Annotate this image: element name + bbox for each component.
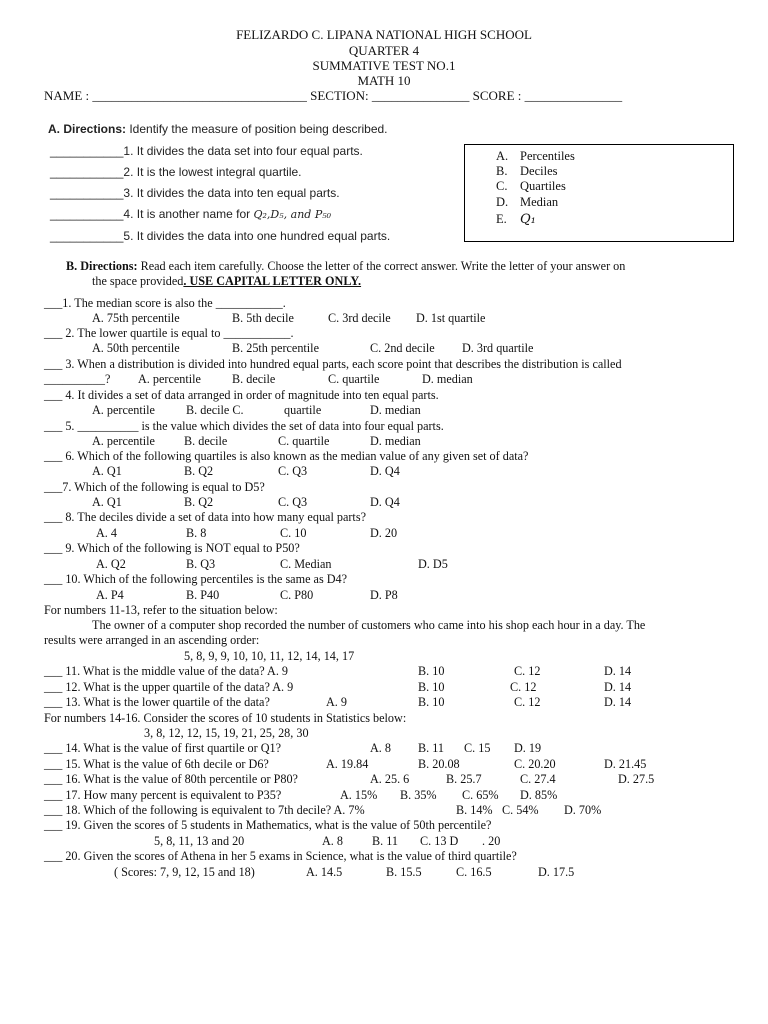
text-line: B. 14% xyxy=(456,803,493,817)
text-line: ___ 18. Which of the following is equivalent to 7th decile? A. 7% xyxy=(44,803,365,817)
text-line: A. 9 xyxy=(326,695,347,709)
text-line: ___7. Which of the following is equal to D5? xyxy=(44,480,265,494)
part-a-item-4-math: Q₂,D₅, and P₅₀ xyxy=(253,208,332,221)
text-line: A. Q1 xyxy=(92,495,122,509)
text-line: B. 8 xyxy=(186,526,207,540)
text-line: B. decile xyxy=(232,372,276,386)
part-b-text: Read each item carefully. Choose the letter of the correct answer. Write the letter of your answer on xyxy=(137,259,626,273)
text-line: B. 25th percentile xyxy=(232,341,319,355)
part-a-label: A. Directions: xyxy=(48,122,127,136)
text-line: For numbers 11-13, refer to the situation below: xyxy=(44,603,278,617)
text-line: ___ 16. What is the value of 80th percentile or P80? xyxy=(44,772,298,786)
text-line: ___1. The median score is also the ___________. xyxy=(44,296,286,310)
text-line: D. 1st quartile xyxy=(416,311,486,325)
text-line: D. 27.5 xyxy=(618,772,655,786)
text-line: C. 27.4 xyxy=(520,772,556,786)
text-line: D. median xyxy=(370,434,421,448)
text-line: 5, 8, 11, 13 and 20 xyxy=(154,834,245,848)
text-line: D. median xyxy=(422,372,473,386)
text-line: C. 12 xyxy=(514,695,541,709)
text-line: ___ 12. What is the upper quartile of the data? A. 9 xyxy=(44,680,294,694)
text-line: B. 10 xyxy=(418,664,445,678)
text-line: A. percentile xyxy=(92,403,155,417)
text-line: B. P40 xyxy=(186,588,220,602)
text-line: B. 20.08 xyxy=(418,757,460,771)
text-line: ___ 4. It divides a set of data arranged in order of magnitude into ten equal parts. xyxy=(44,388,439,402)
text-line: A. 14.5 xyxy=(306,865,343,879)
text-line: C. quartile xyxy=(278,434,330,448)
text-line: C. 12 xyxy=(514,664,541,678)
part-b-directions xyxy=(66,259,625,273)
text-line: A. 15% xyxy=(340,788,378,802)
text-line: B. Q2 xyxy=(184,464,214,478)
text-line: ___ 5. __________ is the value which divides the set of data into four equal parts. xyxy=(44,419,444,433)
part-a-item-3: ___________3. It divides the data into ten equal parts. xyxy=(50,186,340,200)
test-title: SUMMATIVE TEST NO.1 xyxy=(312,58,456,73)
text-line: A. 4 xyxy=(96,526,117,540)
text-line: A. 8 xyxy=(322,834,343,848)
text-line: D. 19 xyxy=(514,741,542,755)
text-line: quartile xyxy=(284,403,322,417)
text-line: B. 15.5 xyxy=(386,865,422,879)
text-line: D. 14 xyxy=(604,680,632,694)
text-line: D. 14 xyxy=(604,664,632,678)
part-a-text: Identify the measure of position being described. xyxy=(126,122,388,136)
text-line: D. P8 xyxy=(370,588,398,602)
text-line: B. 11 xyxy=(372,834,398,848)
text-line: A. 75th percentile xyxy=(92,311,180,325)
text-line: C. P80 xyxy=(280,588,314,602)
text-line: A. Q2 xyxy=(96,557,126,571)
text-line: A. 19.84 xyxy=(326,757,369,771)
text-line: C. quartile xyxy=(328,372,380,386)
text-line: D. 14 xyxy=(604,695,632,709)
part-b-directions-line2: the space provided. USE CAPITAL LETTER ONLY. xyxy=(92,274,362,288)
text-line: A. 50th percentile xyxy=(92,341,180,355)
text-line: ___ 20. Given the scores of Athena in her 5 exams in Science, what is the value of third quartile? xyxy=(44,849,517,863)
text-line: ( Scores: 7, 9, 12, 15 and 18) xyxy=(114,865,255,879)
choice-d: D. Median xyxy=(496,195,559,209)
text-line: ___ 9. Which of the following is NOT equal to P50? xyxy=(44,541,300,555)
text-line: D. 17.5 xyxy=(538,865,575,879)
text-line: D. Q4 xyxy=(370,495,400,509)
text-line: D. median xyxy=(370,403,421,417)
text-line: ___ 2. The lower quartile is equal to ___________. xyxy=(44,326,294,340)
text-line: ___ 13. What is the lower quartile of the data? xyxy=(44,695,270,709)
part-a-item-2: ___________2. It is the lowest integral quartile. xyxy=(50,165,302,179)
text-line: A. Q1 xyxy=(92,464,122,478)
text-line: D. Q4 xyxy=(370,464,400,478)
text-line: __________? xyxy=(44,372,111,386)
part-a-directions xyxy=(48,122,388,136)
choice-e: E. Q₁ xyxy=(496,212,536,227)
text-line: 5, 8, 9, 9, 10, 10, 11, 12, 14, 14, 17 xyxy=(184,649,355,663)
text-line: C. 54% xyxy=(502,803,539,817)
text-line: C. 65% xyxy=(462,788,499,802)
text-line: D. 21.45 xyxy=(604,757,647,771)
text-line: ___ 14. What is the value of first quartile or Q1? xyxy=(44,741,282,755)
text-line: The owner of a computer shop recorded the number of customers who came into his shop each hour in a day. The xyxy=(92,618,646,632)
part-a-item-4 xyxy=(50,207,331,222)
text-line: C. 2nd decile xyxy=(370,341,435,355)
text-line: C. 15 xyxy=(464,741,491,755)
text-line: B. Q3 xyxy=(186,557,216,571)
text-line: ___ 10. Which of the following percentiles is the same as D4? xyxy=(44,572,348,586)
text-line: ___ 6. Which of the following quartiles is also known as the median value of any given set of data? xyxy=(44,449,529,463)
text-line: ___ 3. When a distribution is divided into hundred equal parts, each score point that describes the distribution is called xyxy=(44,357,622,371)
part-a-item-1: ___________1. It divides the data set into four equal parts. xyxy=(50,144,363,158)
text-line: A. 25. 6 xyxy=(370,772,410,786)
text-line: results were arranged in an ascending order: xyxy=(44,633,260,647)
part-b-label: B. Directions: xyxy=(66,259,138,273)
text-line: D. 20 xyxy=(370,526,398,540)
text-line: C. 20.20 xyxy=(514,757,556,771)
text-line: C. 16.5 xyxy=(456,865,492,879)
text-line: C. Q3 xyxy=(278,464,308,478)
capital-letter-note: . USE CAPITAL LETTER ONLY. xyxy=(183,274,362,288)
choice-b: B. Deciles xyxy=(496,164,558,178)
text-line: B. 35% xyxy=(400,788,437,802)
text-line: ___ 15. What is the value of 6th decile or D6? xyxy=(44,757,269,771)
text-line: C. 13 D xyxy=(420,834,459,848)
choice-c: C. Quartiles xyxy=(496,179,566,193)
text-line: A. 8 xyxy=(370,741,391,755)
text-line: C. 10 xyxy=(280,526,307,540)
text-line: D. 70% xyxy=(564,803,602,817)
text-line: B. Q2 xyxy=(184,495,214,509)
text-line: For numbers 14-16. Consider the scores of 10 students in Statistics below: xyxy=(44,711,407,725)
text-line: B. decile C. xyxy=(186,403,244,417)
school-name: FELIZARDO C. LIPANA NATIONAL HIGH SCHOOL xyxy=(236,27,532,42)
text-line: ___ 11. What is the middle value of the data? A. 9 xyxy=(44,664,289,678)
text-line: B. 25.7 xyxy=(446,772,482,786)
text-line: D. 3rd quartile xyxy=(462,341,534,355)
part-a-item-4-text: ___________4. It is another name for xyxy=(50,207,251,221)
text-line: B. 10 xyxy=(418,695,445,709)
choice-a: A. Percentiles xyxy=(496,149,575,163)
quarter-label: QUARTER 4 xyxy=(348,43,420,58)
text-line: 3, 8, 12, 12, 15, 19, 21, 25, 28, 30 xyxy=(144,726,309,740)
part-a-item-5: ___________5. It divides the data into one hundred equal parts. xyxy=(50,229,391,243)
text-line: B. 5th decile xyxy=(232,311,294,325)
name-section-score-line: NAME : _________________________________ SECTION: _______________ SCORE : _______________ xyxy=(44,88,623,103)
text-line: ___ 8. The deciles divide a set of data into how many equal parts? xyxy=(44,510,366,524)
text-line: A. P4 xyxy=(96,588,124,602)
text-line: B. 10 xyxy=(418,680,445,694)
text-line: C. Median xyxy=(280,557,332,571)
text-line: A. percentile xyxy=(138,372,201,386)
subject-label: MATH 10 xyxy=(357,73,411,88)
text-line: C. 3rd decile xyxy=(328,311,391,325)
text-line: D. 85% xyxy=(520,788,558,802)
text-line: C. 12 xyxy=(510,680,537,694)
text-line: B. decile xyxy=(184,434,228,448)
text-line: B. 11 xyxy=(418,741,444,755)
text-line: . 20 xyxy=(482,834,501,848)
text-line: D. D5 xyxy=(418,557,448,571)
text-line: A. percentile xyxy=(92,434,155,448)
text-line: ___ 17. How many percent is equivalent to P35? xyxy=(44,788,282,802)
text-line: ___ 19. Given the scores of 5 students in Mathematics, what is the value of 50th percentile? xyxy=(44,818,492,832)
text-line: C. Q3 xyxy=(278,495,308,509)
